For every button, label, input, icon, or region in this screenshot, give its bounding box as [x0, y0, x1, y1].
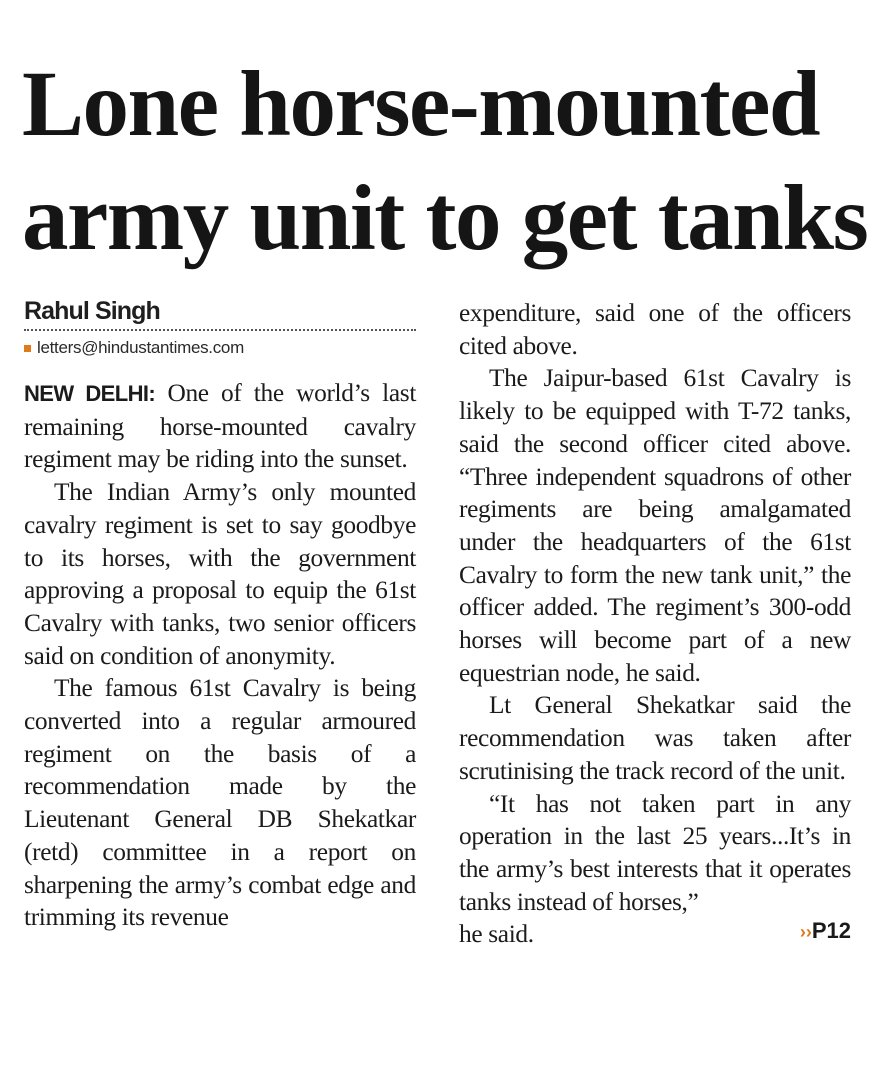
paragraph-6-end: he said. [459, 920, 534, 949]
paragraph-5: Lt General Shekatkar said the recommendation was taken after scrutinising the track record of the unit. [459, 691, 851, 785]
paragraph-3-continued: expenditure, said one of the officers cited above. [459, 299, 851, 360]
paragraph-4: The Jaipur-based 61st Cavalry is likely to be equipped with T-72 tanks, said the second officer cited above. “Three independent squadrons of other regiments are being amalgamated under the headquarters of the 61st Cavalry to form the new tank unit,” the officer added. The regiment’s 300-odd horses will become part of a new equestrian node, he said. [459, 364, 851, 687]
orange-square-bullet-icon [24, 345, 31, 352]
byline-email-row [24, 337, 416, 359]
paragraph-6: “It has not taken part in any operation in the last 25 years...It’s in the army’s best interests that it operates tanks instead of horses,” [459, 789, 851, 916]
byline-email[interactable]: letters@hindustantimes.com [37, 338, 244, 357]
headline-line-1: Lone horse-mounted [22, 53, 820, 156]
paragraph-2: The Indian Army’s only mounted cavalry regiment is set to say goodbye to its horses, with the government approving a proposal to equip the 61st Cavalry with tanks, two senior officers said on condition of anonymity. [24, 478, 416, 670]
dateline: NEW DELHI: [24, 381, 156, 406]
last-line [459, 918, 851, 951]
headline [22, 48, 867, 276]
jump-page-number: P12 [811, 918, 851, 944]
column-left [24, 294, 416, 934]
paragraph-1-text: One of the world’s last remaining horse-mounted cavalry regiment may be riding into the sunset. [24, 379, 417, 474]
paragraph-3: The famous 61st Cavalry is being converted into a regular armoured regiment on the basis of a recommendation made by the Lieutenant General DB Shekatkar (retd) committee in a report on sharpening the army’s combat edge and trimming its revenue [24, 674, 416, 932]
paragraph-1 [24, 377, 416, 476]
headline-line-2: army unit to get tanks [22, 167, 868, 270]
continued-page-reference[interactable] [800, 918, 851, 944]
byline-author: Rahul Singh [24, 294, 416, 331]
double-chevron-icon: ›› [799, 922, 812, 943]
column-right [459, 297, 851, 951]
